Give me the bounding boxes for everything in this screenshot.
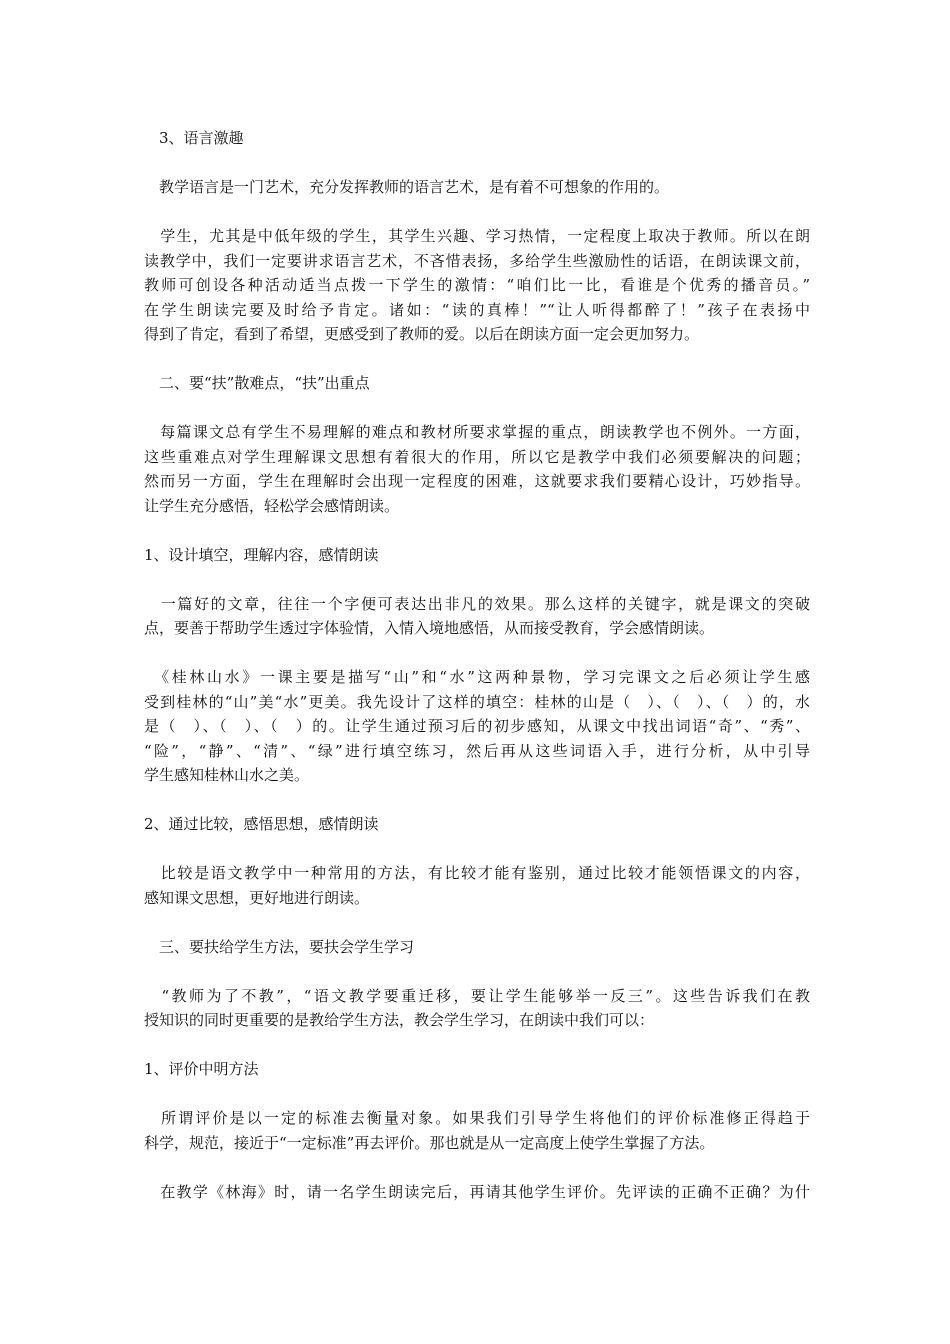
text-line: “教师为了不教”，“语文教学要重迁移，要让学生能够举一反三”。这些告诉我们在教 xyxy=(144,986,810,1005)
text-line: 三、要扶给学生方法，要扶会学生学习 xyxy=(144,937,415,956)
subheading-comparison xyxy=(144,812,810,837)
text-line: 是（ ）、（ ）、（ ）的。让学生通过预习后的初步感知，从课文中找出词语“奇”、“秀”、 xyxy=(144,717,810,735)
paragraph-teaching-language-art xyxy=(144,175,810,200)
text-line: 读教学中，我们一定要讲求语言艺术，不吝惜表扬，多给学生些激励性的话语，在朗读课文前， xyxy=(144,251,810,270)
paragraph-guilin-example xyxy=(144,665,810,788)
subheading-evaluation xyxy=(144,1057,810,1082)
text-line: 感知课文思想，更好地进行朗读。 xyxy=(144,888,370,907)
text-line: 学生感知桂林山水之美。 xyxy=(144,766,310,784)
text-line: 1、评价中明方法 xyxy=(144,1060,259,1078)
subheading-fill-blanks xyxy=(144,543,810,568)
document-body xyxy=(144,126,810,1229)
section-heading-language-interest xyxy=(144,126,810,151)
text-line: 让学生充分感悟，轻松学会感情朗读。 xyxy=(144,496,400,515)
text-line: 这些重难点对学生理解课文思想有着很大的作用，所以它是教学中我们必须要解决的问题； xyxy=(144,447,810,466)
paragraph-comparison-method xyxy=(144,861,810,910)
section-heading-two xyxy=(144,371,810,396)
text-line: 《桂林山水》一课主要是描写“山”和“水”这两种景物，学习完课文之后必须让学生感 xyxy=(144,668,810,686)
text-line: 然而另一方面，学生在理解时会出现一定程度的困难，这就要求我们要精心设计，巧妙指导。 xyxy=(144,472,810,490)
text-line: 在学生朗读完要及时给予肯定。诸如：“读的真棒！”“让人听得都醉了！”孩子在表扬中 xyxy=(144,300,810,319)
text-line: 3、语言激趣 xyxy=(144,129,244,147)
text-line: 所谓评价是以一定的标准去衡量对象。如果我们引导学生将他们的评价标准修正得趋于 xyxy=(144,1109,810,1127)
paragraph-evaluation-standard xyxy=(144,1106,810,1155)
text-line: 教师可创设各种活动适当点拨一下学生的激情：“咱们比一比，看谁是个优秀的播音员。” xyxy=(144,276,810,294)
paragraph-key-words xyxy=(144,592,810,641)
section-heading-three xyxy=(144,935,810,960)
text-line: 科学，规范，接近于“一定标准”再去评价。那也就是从一定高度上使学生掌握了方法。 xyxy=(144,1133,715,1152)
text-line: 在教学《林海》时，请一名学生朗读完后，再请其他学生评价。先评读的正确不正确？为什 xyxy=(144,1182,810,1201)
text-line: 二、要“扶”散难点，“扶”出重点 xyxy=(144,374,370,392)
text-line: 每篇课文总有学生不易理解的难点和教材所要求掌握的重点，朗读教学也不例外。一方面， xyxy=(144,423,810,441)
paragraph-students-interest xyxy=(144,224,810,347)
text-line: 学生，尤其是中低年级的学生，其学生兴趣、学习热情，一定程度上取决于教师。所以在朗 xyxy=(144,227,810,245)
paragraph-key-difficulties xyxy=(144,420,810,518)
text-line: 受到桂林的“山”美“水”更美。我先设计了这样的填空：桂林的山是（ ）、（ ）、（ ）的，水 xyxy=(144,692,810,711)
text-line: 授知识的同时更重要的是教给学生方法，教会学生学习，在朗读中我们可以： xyxy=(144,1011,655,1029)
paragraph-teach-methods xyxy=(144,984,810,1033)
text-line: 教学语言是一门艺术，充分发挥教师的语言艺术，是有着不可想象的作用的。 xyxy=(144,178,670,196)
paragraph-forest-sea-example xyxy=(144,1180,810,1205)
text-line: 比较是语文教学中一种常用的方法，有比较才能有鉴别，通过比较才能领悟课文的内容， xyxy=(144,864,810,882)
text-line: 得到了肯定，看到了希望，更感受到了教师的爱。以后在朗读方面一定会更加努力。 xyxy=(144,325,700,343)
text-line: “险”，“静”、“清”、“绿”进行填空练习，然后再从这些词语入手，进行分析，从中引导 xyxy=(144,741,810,760)
text-line: 1、设计填空，理解内容，感情朗读 xyxy=(144,545,379,564)
text-line: 一篇好的文章，往往一个字便可表达出非凡的效果。那么这样的关键字，就是课文的突破 xyxy=(144,594,810,613)
text-line: 2、通过比较，感悟思想，感情朗读 xyxy=(144,815,379,833)
text-line: 点，要善于帮助学生透过字体验情，入情入境地感悟，从而接受教育，学会感情朗读。 xyxy=(144,619,715,637)
